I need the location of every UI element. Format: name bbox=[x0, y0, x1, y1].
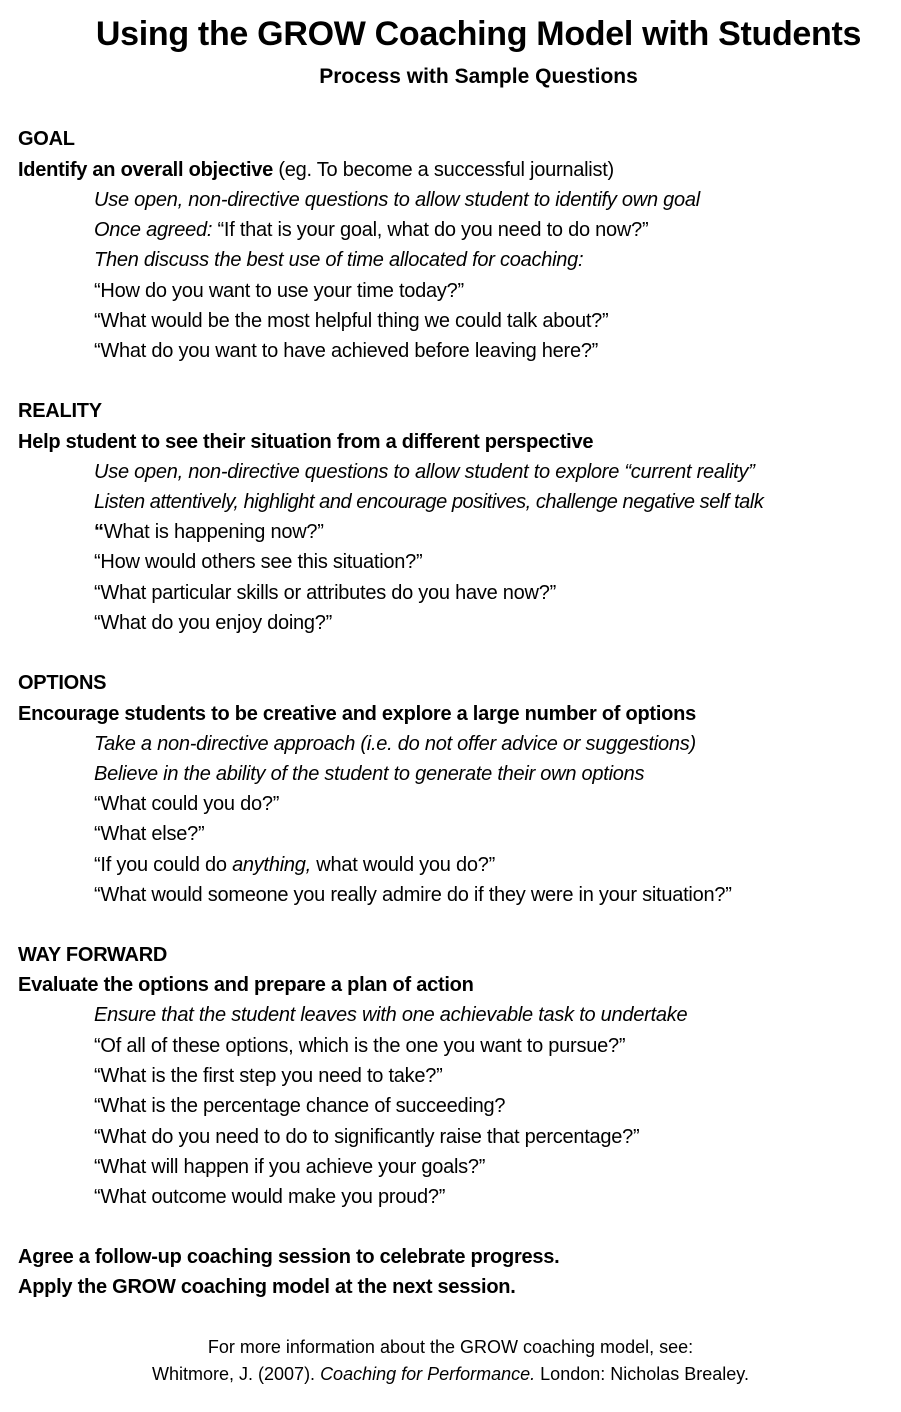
way-forward-heading: WAY FORWARD bbox=[18, 944, 168, 966]
way-forward-question-2: “What is the first step you need to take?” bbox=[94, 1065, 443, 1087]
way-forward-lead: Evaluate the options and prepare a plan of action bbox=[18, 974, 474, 996]
options-question-3-pre: “If you could do bbox=[94, 854, 233, 876]
footer-reference-publisher: London: Nicholas Brealey. bbox=[535, 1364, 749, 1384]
reality-heading: REALITY bbox=[18, 400, 102, 422]
options-question-4: “What would someone you really admire do if they were in your situation?” bbox=[94, 884, 732, 906]
closing-line-1: Agree a follow-up coaching session to celebrate progress. bbox=[18, 1246, 560, 1268]
goal-agreed-label: Once agreed: bbox=[94, 219, 213, 241]
reality-note-2: Listen attentively, highlight and encourage positives, challenge negative self talk bbox=[94, 491, 764, 513]
goal-note-1: Use open, non-directive questions to allow student to identify own goal bbox=[94, 189, 700, 211]
reality-question-1 bbox=[94, 517, 324, 547]
options-heading: OPTIONS bbox=[18, 672, 107, 694]
options-lead: Encourage students to be creative and explore a large number of options bbox=[18, 703, 696, 725]
footer-line-1: For more information about the GROW coaching model, see: bbox=[207, 1337, 694, 1357]
reality-question-4: “What do you enjoy doing?” bbox=[94, 612, 333, 634]
reality-lead: Help student to see their situation from a different perspective bbox=[18, 431, 594, 453]
closing-line-2: Apply the GROW coaching model at the next session. bbox=[18, 1276, 516, 1298]
options-question-3-emphasis: anything, bbox=[232, 854, 311, 876]
options-question-3-post: what would you do?” bbox=[310, 854, 495, 876]
way-forward-question-4: “What do you need to do to significantly raise that percentage?” bbox=[94, 1126, 640, 1148]
reality-question-1-open-quote: “ bbox=[94, 521, 104, 543]
goal-agreed-question: “If that is your goal, what do you need to do now?” bbox=[212, 219, 649, 241]
goal-question-3: “What do you want to have achieved before leaving here?” bbox=[94, 340, 599, 362]
reality-question-3: “What particular skills or attributes do you have now?” bbox=[94, 582, 557, 604]
way-forward-note-1: Ensure that the student leaves with one achievable task to undertake bbox=[94, 1004, 688, 1026]
footer-reference-author: Whitmore, J. (2007). bbox=[152, 1364, 321, 1384]
footer-reference bbox=[0, 1361, 901, 1387]
goal-note-2: Then discuss the best use of time allocated for coaching: bbox=[94, 249, 584, 271]
page-title: Using the GROW Coaching Model with Students bbox=[95, 15, 862, 53]
goal-question-1: “How do you want to use your time today?” bbox=[94, 280, 464, 302]
way-forward-question-1: “Of all of these options, which is the one you want to pursue?” bbox=[94, 1035, 626, 1057]
options-question-3 bbox=[94, 850, 495, 880]
page-subtitle: Process with Sample Questions bbox=[319, 65, 638, 88]
options-note-1: Take a non-directive approach (i.e. do not offer advice or suggestions) bbox=[94, 733, 696, 755]
options-question-1: “What could you do?” bbox=[94, 793, 280, 815]
way-forward-question-6: “What outcome would make you proud?” bbox=[94, 1186, 446, 1208]
goal-agreed-line bbox=[94, 215, 648, 245]
footer-reference-title: Coaching for Performance. bbox=[320, 1364, 536, 1384]
reality-question-2: “How would others see this situation?” bbox=[94, 551, 423, 573]
reality-note-1: Use open, non-directive questions to allow student to explore “current reality” bbox=[94, 461, 755, 483]
options-note-2: Believe in the ability of the student to generate their own options bbox=[94, 763, 645, 785]
way-forward-question-5: “What will happen if you achieve your goals?” bbox=[94, 1156, 486, 1178]
goal-lead-rest: (eg. To become a successful journalist) bbox=[273, 159, 614, 181]
options-question-2: “What else?” bbox=[94, 823, 205, 845]
way-forward-question-3: “What is the percentage chance of succeeding? bbox=[94, 1095, 506, 1117]
reality-question-1-text: What is happening now?” bbox=[103, 521, 324, 543]
goal-lead-bold: Identify an overall objective bbox=[18, 159, 274, 181]
goal-question-2: “What would be the most helpful thing we could talk about?” bbox=[94, 310, 609, 332]
goal-lead bbox=[18, 155, 614, 185]
goal-heading: GOAL bbox=[18, 128, 75, 150]
